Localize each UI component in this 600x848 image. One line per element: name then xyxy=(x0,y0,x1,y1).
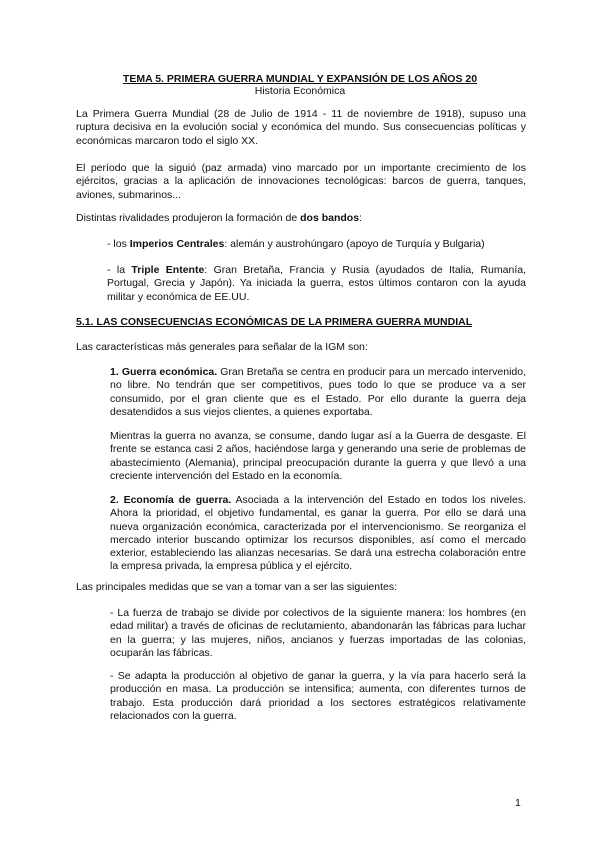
bandos-text: Distintas rivalidades produjeron la formación de xyxy=(76,212,301,224)
paragraph-medidas: Las principales medidas que se van a tomar van a ser las siguientes: xyxy=(76,581,398,593)
bando1-text: : alemán y austrohúngaro (apoyo de Turquía y Bulgaria) xyxy=(224,238,485,250)
page-number: 1 xyxy=(515,797,521,809)
item1-heading: 1. Guerra económica. xyxy=(110,366,218,378)
bando2-name: Triple Entente xyxy=(131,264,205,276)
item-guerra-economica xyxy=(110,366,526,419)
medida-fuerza-trabajo: - La fuerza de trabajo se divide por colectivos de la siguiente manera: los hombres (en edad militar) a través de oficinas de reclutamiento, abandonarán las fábricas para luchar en la guerra; y las mujeres, niños, ancianos y fuerzas importadas de las colonias, ocuparán las fábricas. xyxy=(110,607,526,659)
paragraph-paz-armada: El período que la siguió (paz armada) vino marcado por un importante crecimiento de los ejércitos, gracias a la aplicación de innovaciones tecnológicas: barcos de guerra, tanques, aviones, submarinos... xyxy=(76,162,526,201)
item2-text: Asociada a la intervención del Estado en todos los niveles. Ahora la prioridad, el objetivo fundamental, es ganar la guerra. Por ello se dará una nueva organización económica, caracterizada por el intervencionismo. Se reorganiza el mercado interior buscando optimizar los recursos disponibles, así como el mercado exterior, estableciendo las alianzas necesarias. Se dará una estrecha colaboración entre la empresa privada, la empresa pública y el ejército. xyxy=(110,494,526,573)
bando1-prefix: - los xyxy=(107,238,130,250)
medida-produccion: - Se adapta la producción al objetivo de ganar la guerra, y la vía para hacerlo será la producción en masa. La producción se intensifica; aumenta, con diferentes turnos de trabajo. Esta producción dará prioridad a los sectores estratégicos relativamente relacionados con la guerra. xyxy=(110,670,526,722)
bando-imperios-centrales xyxy=(107,238,526,251)
item-economia-guerra xyxy=(110,494,526,574)
paragraph-intro: La Primera Guerra Mundial (28 de Julio de 1914 - 11 de noviembre de 1918), supuso una ruptura decisiva en la evolución social y económica del mundo. Sus consecuencias políticas y económicas marcaron todo el siglo XX. xyxy=(76,108,526,147)
bandos-colon: : xyxy=(359,212,362,224)
bando-triple-entente xyxy=(107,264,526,304)
bandos-bold: dos bandos xyxy=(300,212,360,224)
bando2-prefix: - la xyxy=(107,264,132,276)
section-heading: 5.1. LAS CONSECUENCIAS ECONÓMICAS DE LA PRIMERA GUERRA MUNDIAL xyxy=(76,316,473,328)
item2-heading: 2. Economía de guerra. xyxy=(110,494,232,506)
paragraph-bandos xyxy=(76,212,526,225)
bando2-text: : Gran Bretaña, Francia y Rusia (ayudados de Italia, Rumanía, Portugal, Grecia y Japón). Ya iniciada la guerra, estos últimos contaron con la ayuda militar y económica de EE.UU. xyxy=(107,264,526,303)
document-title: TEMA 5. PRIMERA GUERRA MUNDIAL Y EXPANSIÓN DE LOS AÑOS 20 xyxy=(122,73,478,85)
document-subtitle: Historia Económica xyxy=(254,85,346,97)
item1-text: Gran Bretaña se centra en producir para un mercado intervenido, no libre. No tendrán que ser competitivos, pues todo lo que se produce va a ser consumido, por el gran cliente que es el Estado. Por ello durante la guerra deja desatendidos a sus viejos clientes, a quienes exportaba. xyxy=(110,366,527,418)
paragraph-caracteristicas: Las características más generales para señalar de la IGM son: xyxy=(76,341,368,353)
item-guerra-desgaste: Mientras la guerra no avanza, se consume, dando lugar así a la Guerra de desgaste. El frente se estanca casi 2 años, haciéndose larga y generando una serie de problemas de abastecimiento (Alemania), principal preocupación durante la guerra y que llevó a una creciente intervención del Estado en la economía. xyxy=(110,430,526,482)
bando1-name: Imperios Centrales xyxy=(129,238,225,250)
